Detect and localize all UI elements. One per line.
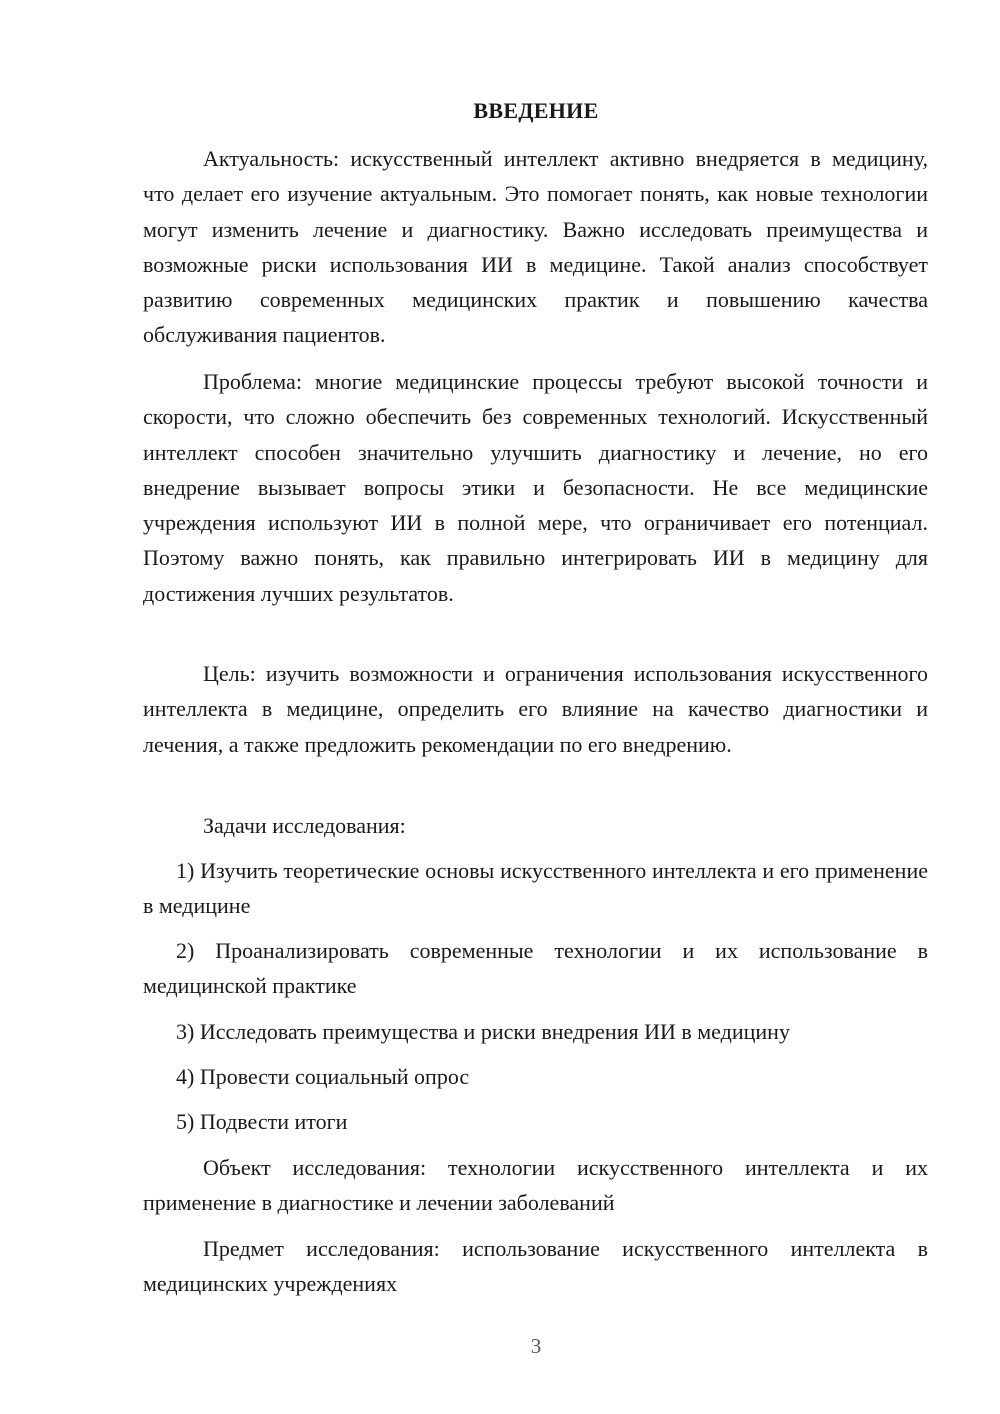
task-item-4: 4) Провести социальный опрос (176, 1064, 470, 1089)
task-item-3: 3) Исследовать преимущества и риски внедрения ИИ в медицину (176, 1019, 790, 1044)
task-item-1: 1) Изучить теоретические основы искусственного интеллекта и его применение в медицине (143, 858, 928, 919)
paragraph-object: Объект исследования: технологии искусственного интеллекта и их применение в диагностике и лечении заболеваний (143, 1155, 928, 1216)
paragraph-relevance: Актуальность: искусственный интеллект активно внедряется в медицину, что делает его изучение актуальным. Это помогает понять, как новые технологии могут изменить лечение и диагностику. Важно исследовать преимущества и возможные риски использования ИИ в медицине. Такой анализ способствует развитию современных медицинских практик и повышению качества обслуживания пациентов. (143, 146, 928, 348)
page-number: 3 (530, 1334, 542, 1358)
task-item-2: 2) Проанализировать современные технологии и их использование в медицинской практике (143, 938, 928, 999)
page-title: ВВЕДЕНИЕ (473, 98, 599, 123)
tasks-heading: Задачи исследования: (203, 813, 406, 838)
paragraph-goal: Цель: изучить возможности и ограничения использования искусственного интеллекта в медицине, определить его влияние на качество диагностики и лечения, а также предложить рекомендации по его внедрению. (143, 661, 928, 757)
paragraph-subject: Предмет исследования: использование искусственного интеллекта в медицинских учреждениях (143, 1236, 928, 1297)
paragraph-problem: Проблема: многие медицинские процессы требуют высокой точности и скорости, что сложно обеспечить без современных технологий. Искусственный интеллект способен значительно улучшить диагностику и лечение, но его внедрение вызывает вопросы этики и безопасности. Не все медицинские учреждения используют ИИ в полной мере, что ограничивает его потенциал. Поэтому важно понять, как правильно интегрировать ИИ в медицину для достижения лучших результатов. (143, 369, 928, 606)
task-item-5: 5) Подвести итоги (176, 1109, 348, 1134)
